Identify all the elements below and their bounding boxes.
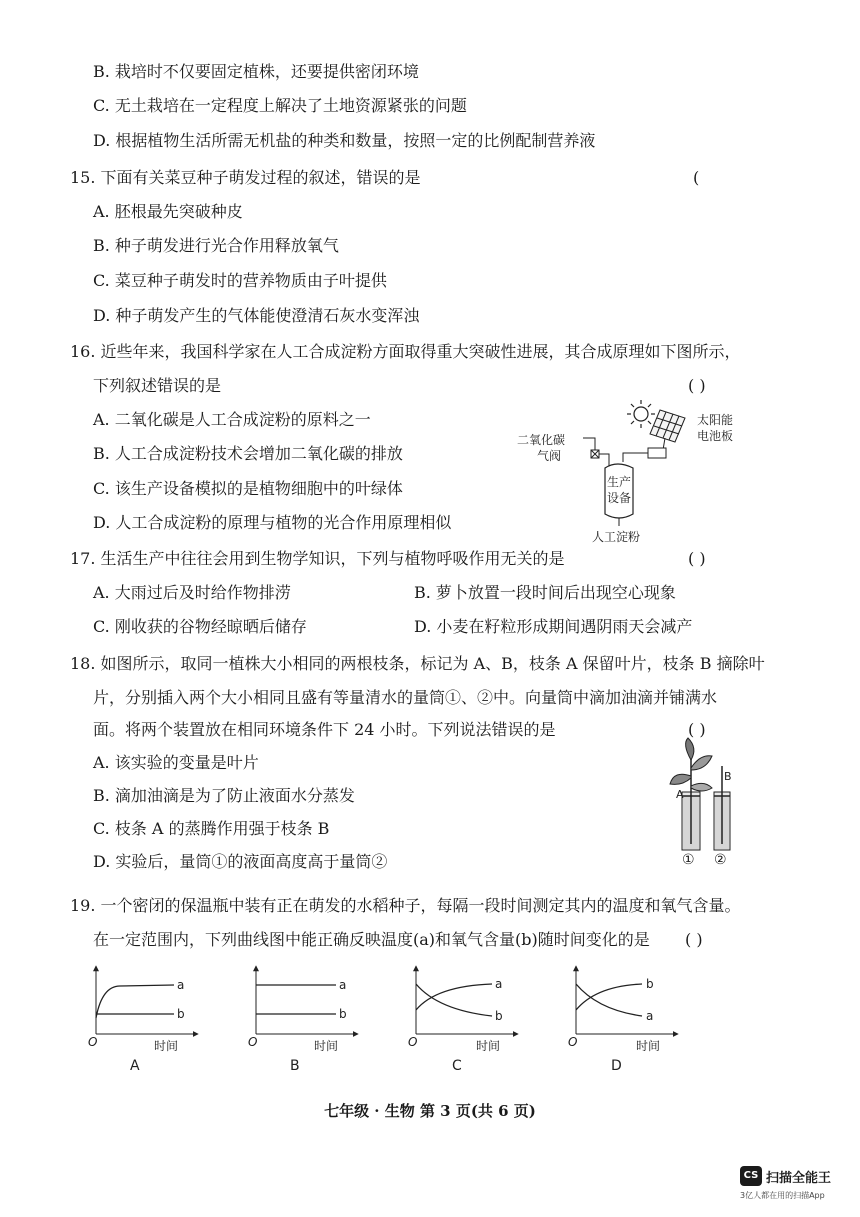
cylinder-label-2: ② xyxy=(714,852,727,868)
graph-d-option-label: D xyxy=(611,1058,622,1074)
graph-c-xlabel: 时间 xyxy=(476,1039,501,1053)
q19-answer-paren: ( ) xyxy=(685,930,703,949)
q17-answer-paren: ( ) xyxy=(688,549,706,568)
q15-option-b: B. 种子萌发进行光合作用释放氧气 xyxy=(93,236,339,255)
graph-a-label-upper: a xyxy=(177,978,185,992)
q19-stem-2: 在一定范围内，下列曲线图中能正确反映温度(a)和氧气含量(b)随时间变化的是 xyxy=(93,930,650,949)
solar-label-1: 太阳能 xyxy=(697,413,734,427)
q16-stem-2: 下列叙述错误的是 xyxy=(93,376,222,395)
q15-answer-paren: ( xyxy=(693,168,700,187)
q19-curve-graphs xyxy=(80,958,700,1078)
device-label-2: 设备 xyxy=(607,491,632,505)
graph-a-origin: O xyxy=(88,1035,98,1049)
q16-answer-paren: ( ) xyxy=(688,376,706,395)
co2-label-1: 二氧化碳 xyxy=(517,433,566,447)
page-footer: 七年级 · 生物 第 3 页(共 6 页) xyxy=(324,1102,536,1120)
q18-stem-3: 面。将两个装置放在相同环境条件下 24 小时。下列说法错误的是 xyxy=(93,720,556,739)
q14-option-b: B. 栽培时不仅要固定植株，还要提供密闭环境 xyxy=(93,62,419,81)
graph-a-label-lower: b xyxy=(177,1007,185,1021)
cylinder-label-1: ① xyxy=(682,852,695,868)
q19-stem-1: 19. 一个密闭的保温瓶中装有正在萌发的水稻种子，每隔一段时间测定其内的温度和氧气含量。 xyxy=(70,896,741,915)
q17-option-b: B. 萝卜放置一段时间后出现空心现象 xyxy=(414,583,676,602)
graph-a-option-label: A xyxy=(130,1058,140,1074)
solar-panel-icon xyxy=(650,410,685,450)
battery-icon xyxy=(648,448,666,458)
graph-a xyxy=(96,966,198,1034)
q16-option-c: C. 该生产设备模拟的是植物细胞中的叶绿体 xyxy=(93,479,403,498)
q18-option-a: A. 该实验的变量是叶片 xyxy=(93,753,259,772)
valve-icon xyxy=(591,450,599,458)
graph-c-label-upper: a xyxy=(495,977,503,991)
q15-option-a: A. 胚根最先突破种皮 xyxy=(93,202,243,221)
q14-option-c: C. 无土栽培在一定程度上解决了土地资源紧张的问题 xyxy=(93,96,467,115)
q16-option-d: D. 人工合成淀粉的原理与植物的光合作用原理相似 xyxy=(93,513,452,532)
graph-d-label-upper: b xyxy=(646,977,654,991)
q18-option-b: B. 滴加油滴是为了防止液面水分蒸发 xyxy=(93,786,355,805)
q18-answer-paren: ( ) xyxy=(688,720,706,739)
graph-b-option-label: B xyxy=(290,1058,300,1074)
graph-b-xlabel: 时间 xyxy=(314,1039,339,1053)
graph-b xyxy=(256,966,358,1034)
graph-d-label-lower: a xyxy=(646,1009,654,1023)
cylinder-experiment-diagram xyxy=(660,736,750,868)
graph-b-label-upper: a xyxy=(339,978,347,992)
branch-label-b: B xyxy=(724,770,732,783)
q18-stem-1: 18. 如图所示，取同一植株大小相同的两根枝条，标记为 A、B，枝条 A 保留叶片，枝条 B 摘除叶 xyxy=(70,654,765,673)
watermark-subtitle: 3亿人都在用的扫描App xyxy=(740,1191,825,1200)
graph-c-label-lower: b xyxy=(495,1009,503,1023)
device-label-1: 生产 xyxy=(607,475,632,489)
watermark-name: 扫描全能王 xyxy=(766,1171,832,1186)
q18-stem-2: 片，分别插入两个大小相同且盛有等量清水的量筒①、②中。向量筒中滴加油滴并铺满水 xyxy=(93,688,718,707)
q17-option-c: C. 刚收获的谷物经晾晒后储存 xyxy=(93,617,307,636)
q15-option-d: D. 种子萌发产生的气体能使澄清石灰水变浑浊 xyxy=(93,306,420,325)
q17-option-d: D. 小麦在籽粒形成期间遇阴雨天会减产 xyxy=(414,617,693,636)
graph-d xyxy=(576,966,678,1034)
q17-stem: 17. 生活生产中往往会用到生物学知识，下列与植物呼吸作用无关的是 xyxy=(70,549,565,568)
graph-d-xlabel: 时间 xyxy=(636,1039,661,1053)
q18-option-d: D. 实验后，量筒①的液面高度高于量筒② xyxy=(93,852,388,871)
graph-b-label-lower: b xyxy=(339,1007,347,1021)
output-label: 人工淀粉 xyxy=(592,530,641,544)
branch-label-a: A xyxy=(676,788,684,801)
q16-stem-1: 16. 近些年来，我国科学家在人工合成淀粉方面取得重大突破性进展，其合成原理如下图所示， xyxy=(70,342,741,361)
graph-c-curve-upper xyxy=(416,984,492,1010)
graph-d-origin: O xyxy=(568,1035,578,1049)
graph-c-option-label: C xyxy=(452,1058,462,1074)
graph-a-curve-upper xyxy=(96,985,174,1018)
q16-option-a: A. 二氧化碳是人工合成淀粉的原料之一 xyxy=(93,410,371,429)
graph-a-xlabel: 时间 xyxy=(154,1039,179,1053)
graph-c xyxy=(416,966,518,1034)
q14-option-d: D. 根据植物生活所需无机盐的种类和数量，按照一定的比例配制营养液 xyxy=(93,131,596,150)
q16-option-b: B. 人工合成淀粉技术会增加二氧化碳的排放 xyxy=(93,444,403,463)
q15-option-c: C. 菜豆种子萌发时的营养物质由子叶提供 xyxy=(93,271,387,290)
co2-label-2: 气阀 xyxy=(537,449,562,463)
q18-option-c: C. 枝条 A 的蒸腾作用强于枝条 B xyxy=(93,819,330,838)
q17-option-a: A. 大雨过后及时给作物排涝 xyxy=(93,583,291,602)
sun-icon xyxy=(627,400,655,428)
camscanner-logo-icon: CS xyxy=(740,1166,762,1186)
graph-b-origin: O xyxy=(248,1035,258,1049)
q15-stem: 15. 下面有关菜豆种子萌发过程的叙述，错误的是 xyxy=(70,168,421,187)
graph-c-origin: O xyxy=(408,1035,418,1049)
graph-d-curve-upper xyxy=(576,984,642,1010)
starch-synthesis-diagram xyxy=(515,398,755,548)
solar-label-2: 电池板 xyxy=(697,429,734,443)
